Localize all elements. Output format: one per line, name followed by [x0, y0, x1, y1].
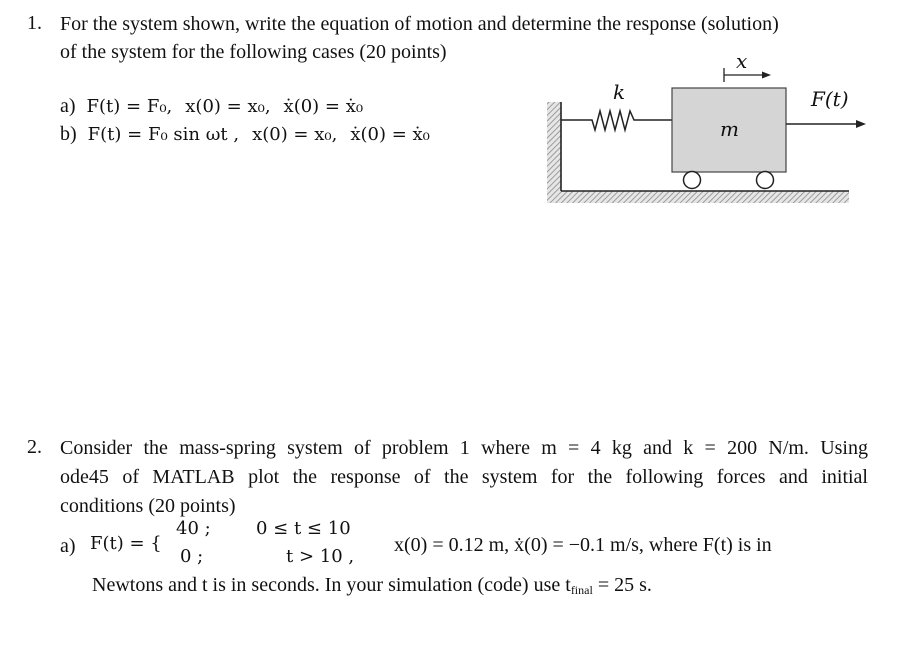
case-b-force: F(t) = F₀ sin ωt , [87, 124, 240, 145]
ground [547, 191, 849, 203]
problem-2-number: 2. [27, 436, 42, 458]
case-a-initial-velocity: ẋ(0) = ẋ₀ [283, 96, 364, 117]
case-b-initial-velocity: ẋ(0) = ẋ₀ [350, 124, 430, 145]
left-wheel [684, 172, 701, 189]
wall [547, 102, 561, 202]
t-final-subscript: final [570, 583, 593, 597]
spring-constant-label: k [613, 80, 626, 104]
initial-conditions: x(0) = 0.12 m, ẋ(0) = −0.1 m/s, where F(t) is in [394, 534, 772, 556]
right-wheel [757, 172, 774, 189]
spring [561, 111, 672, 130]
problem-2-line-1: Consider the mass-spring system of problem 1 where m = 4 kg and k = 200 N/m. Using [60, 437, 868, 459]
force-arrow-head [856, 120, 866, 128]
problem-1-number: 1. [27, 12, 42, 34]
problem-2-line-3: conditions (20 points) [60, 495, 236, 517]
case-a-label: a) [60, 95, 76, 117]
problem-1-line-2: of the system for the following cases (20 points) [60, 41, 447, 63]
piece-1-value: 40 ; [176, 518, 211, 539]
piece-1-condition: 0 ≤ t ≤ 10 [256, 518, 351, 539]
problem-2-line-2: ode45 of MATLAB plot the response of the system for the following forces and initial [60, 466, 868, 488]
t-final-value: = 25 s. [592, 574, 652, 596]
case-a-initial-position: x(0) = x₀, [185, 96, 271, 117]
case-b-initial-position: x(0) = x₀, [252, 124, 338, 145]
piece-2-condition: t > 10 , [286, 546, 355, 567]
problem-2-case-a [60, 518, 880, 576]
case-a-force: F(t) = F₀, [86, 96, 173, 117]
displacement-label: x [736, 49, 748, 73]
problem-2-line-5 [92, 571, 652, 604]
piecewise-force-lhs: F(t) = { [90, 533, 162, 554]
force-label: F(t) [811, 87, 849, 111]
problem-1-line-1: For the system shown, write the equation of motion and determine the response (solution) [60, 13, 779, 35]
problem-2-case-a-label: a) [60, 535, 76, 557]
units-statement: Newtons and t is in seconds. In your simulation (code) use t [92, 574, 571, 596]
piece-2-value: 0 ; [180, 546, 204, 567]
displacement-arrow-head [762, 72, 771, 79]
case-b-label: b) [60, 123, 77, 145]
mass-label: m [720, 117, 739, 141]
